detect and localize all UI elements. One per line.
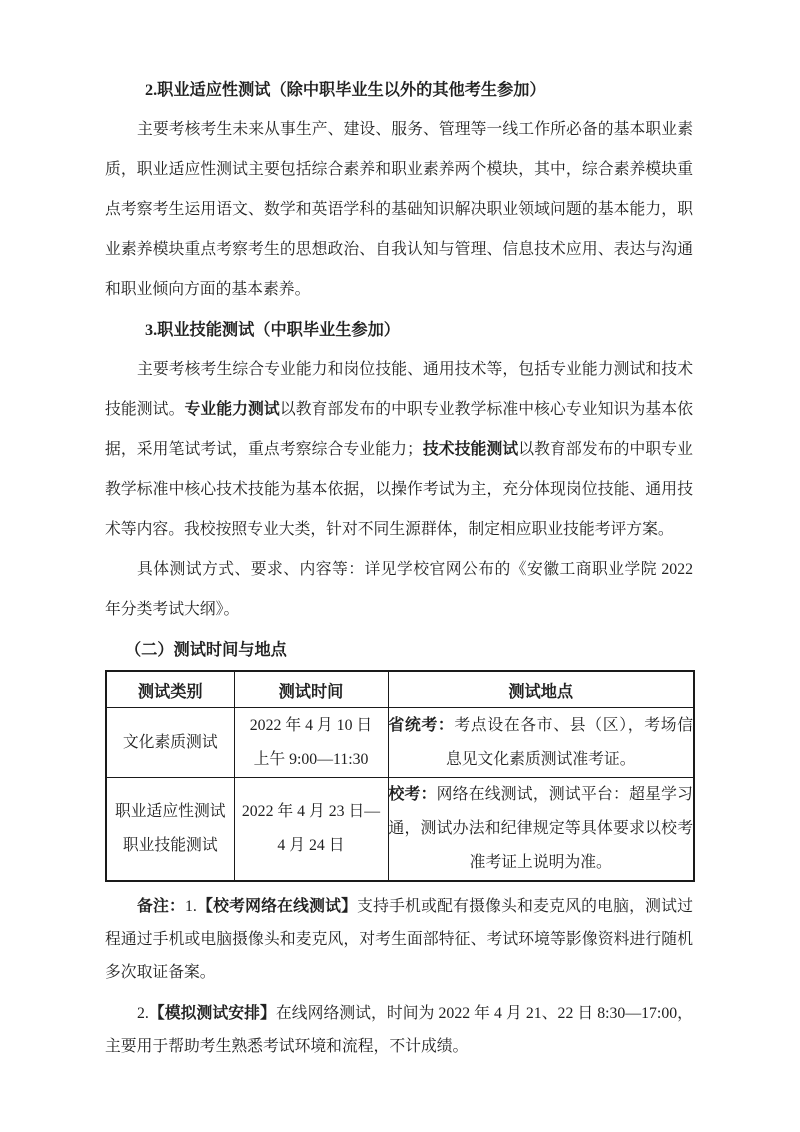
paragraph-exam-outline-reference: 具体测试方式、要求、内容等：详见学校官网公布的《安徽工商职业学院 2022 年分类考试大纲》。 xyxy=(105,561,693,618)
remarks-block xyxy=(105,890,693,1063)
test-schedule-table xyxy=(105,670,695,882)
cell-time-culture: 2022 年 4 月 10 日 上午 9:00—11:30 xyxy=(234,708,388,778)
heading-vocational-aptitude-test: 2.职业适应性测试（除中职毕业生以外的其他考生参加） xyxy=(145,81,546,99)
heading-test-time-location: （二）测试时间与地点 xyxy=(125,641,287,659)
cell-category-culture: 文化素质测试 xyxy=(106,708,234,778)
paragraph-aptitude-description: 主要考核考生未来从事生产、建设、服务、管理等一线工作所必备的基本职业素质，职业适应性测试主要包括综合素养和职业素养两个模块，其中，综合素养模块重点考察考生运用语文、数学和英语学科的基础知识解决职业领域问题的基本能力，职业素养模块重点考察考生的思想政治、自我认知与管理、信息技术应用、表达与沟通和职业倾向方面的基本素养。 xyxy=(105,121,693,298)
cell-location-culture: 省统考：考点设在各市、县（区），考场信息见文化素质测试准考证。 xyxy=(388,708,694,778)
header-test-time: 测试时间 xyxy=(234,671,388,708)
cell-category-aptitude-skill: 职业适应性测试 职业技能测试 xyxy=(106,778,234,882)
cell-location-aptitude-skill: 校考：网络在线测试，测试平台：超星学习通，测试办法和纪律规定等具体要求以校考准考证上说明为准。 xyxy=(388,778,694,882)
remark-online-test-note: 备注：1.【校考网络在线测试】支持手机或配有摄像头和麦克风的电脑，测试过程通过手机或电脑摄像头和麦克风，对考生面部特征、考试环境等影像资料进行随机多次取证备案。 xyxy=(105,898,693,981)
header-test-category: 测试类别 xyxy=(106,671,234,708)
table-row-aptitude-skill-test xyxy=(106,778,694,882)
table-row-culture-test xyxy=(106,708,694,778)
header-test-location: 测试地点 xyxy=(388,671,694,708)
remark-mock-test-note: 2.【模拟测试安排】在线网络测试，时间为 2022 年 4 月 21、22 日 8:30—17:00，主要用于帮助考生熟悉考试环境和流程，不计成绩。 xyxy=(105,1005,693,1055)
heading-vocational-skill-test: 3.职业技能测试（中职毕业生参加） xyxy=(145,321,400,339)
table-header-row xyxy=(106,671,694,708)
paragraph-skill-description: 主要考核考生综合专业能力和岗位技能、通用技术等，包括专业能力测试和技术技能测试。专业能力测试以教育部发布的中职专业教学标准中核心专业知识为基本依据，采用笔试考试，重点考察综合专业能力；技术技能测试以教育部发布的中职专业教学标准中核心技术技能为基本依据，以操作考试为主，充分体现岗位技能、通用技术等内容。我校按照专业大类，针对不同生源群体，制定相应职业技能考评方案。 xyxy=(105,361,693,538)
cell-time-aptitude-skill: 2022 年 4 月 23 日— 4 月 24 日 xyxy=(234,778,388,882)
document-content xyxy=(105,70,693,1063)
